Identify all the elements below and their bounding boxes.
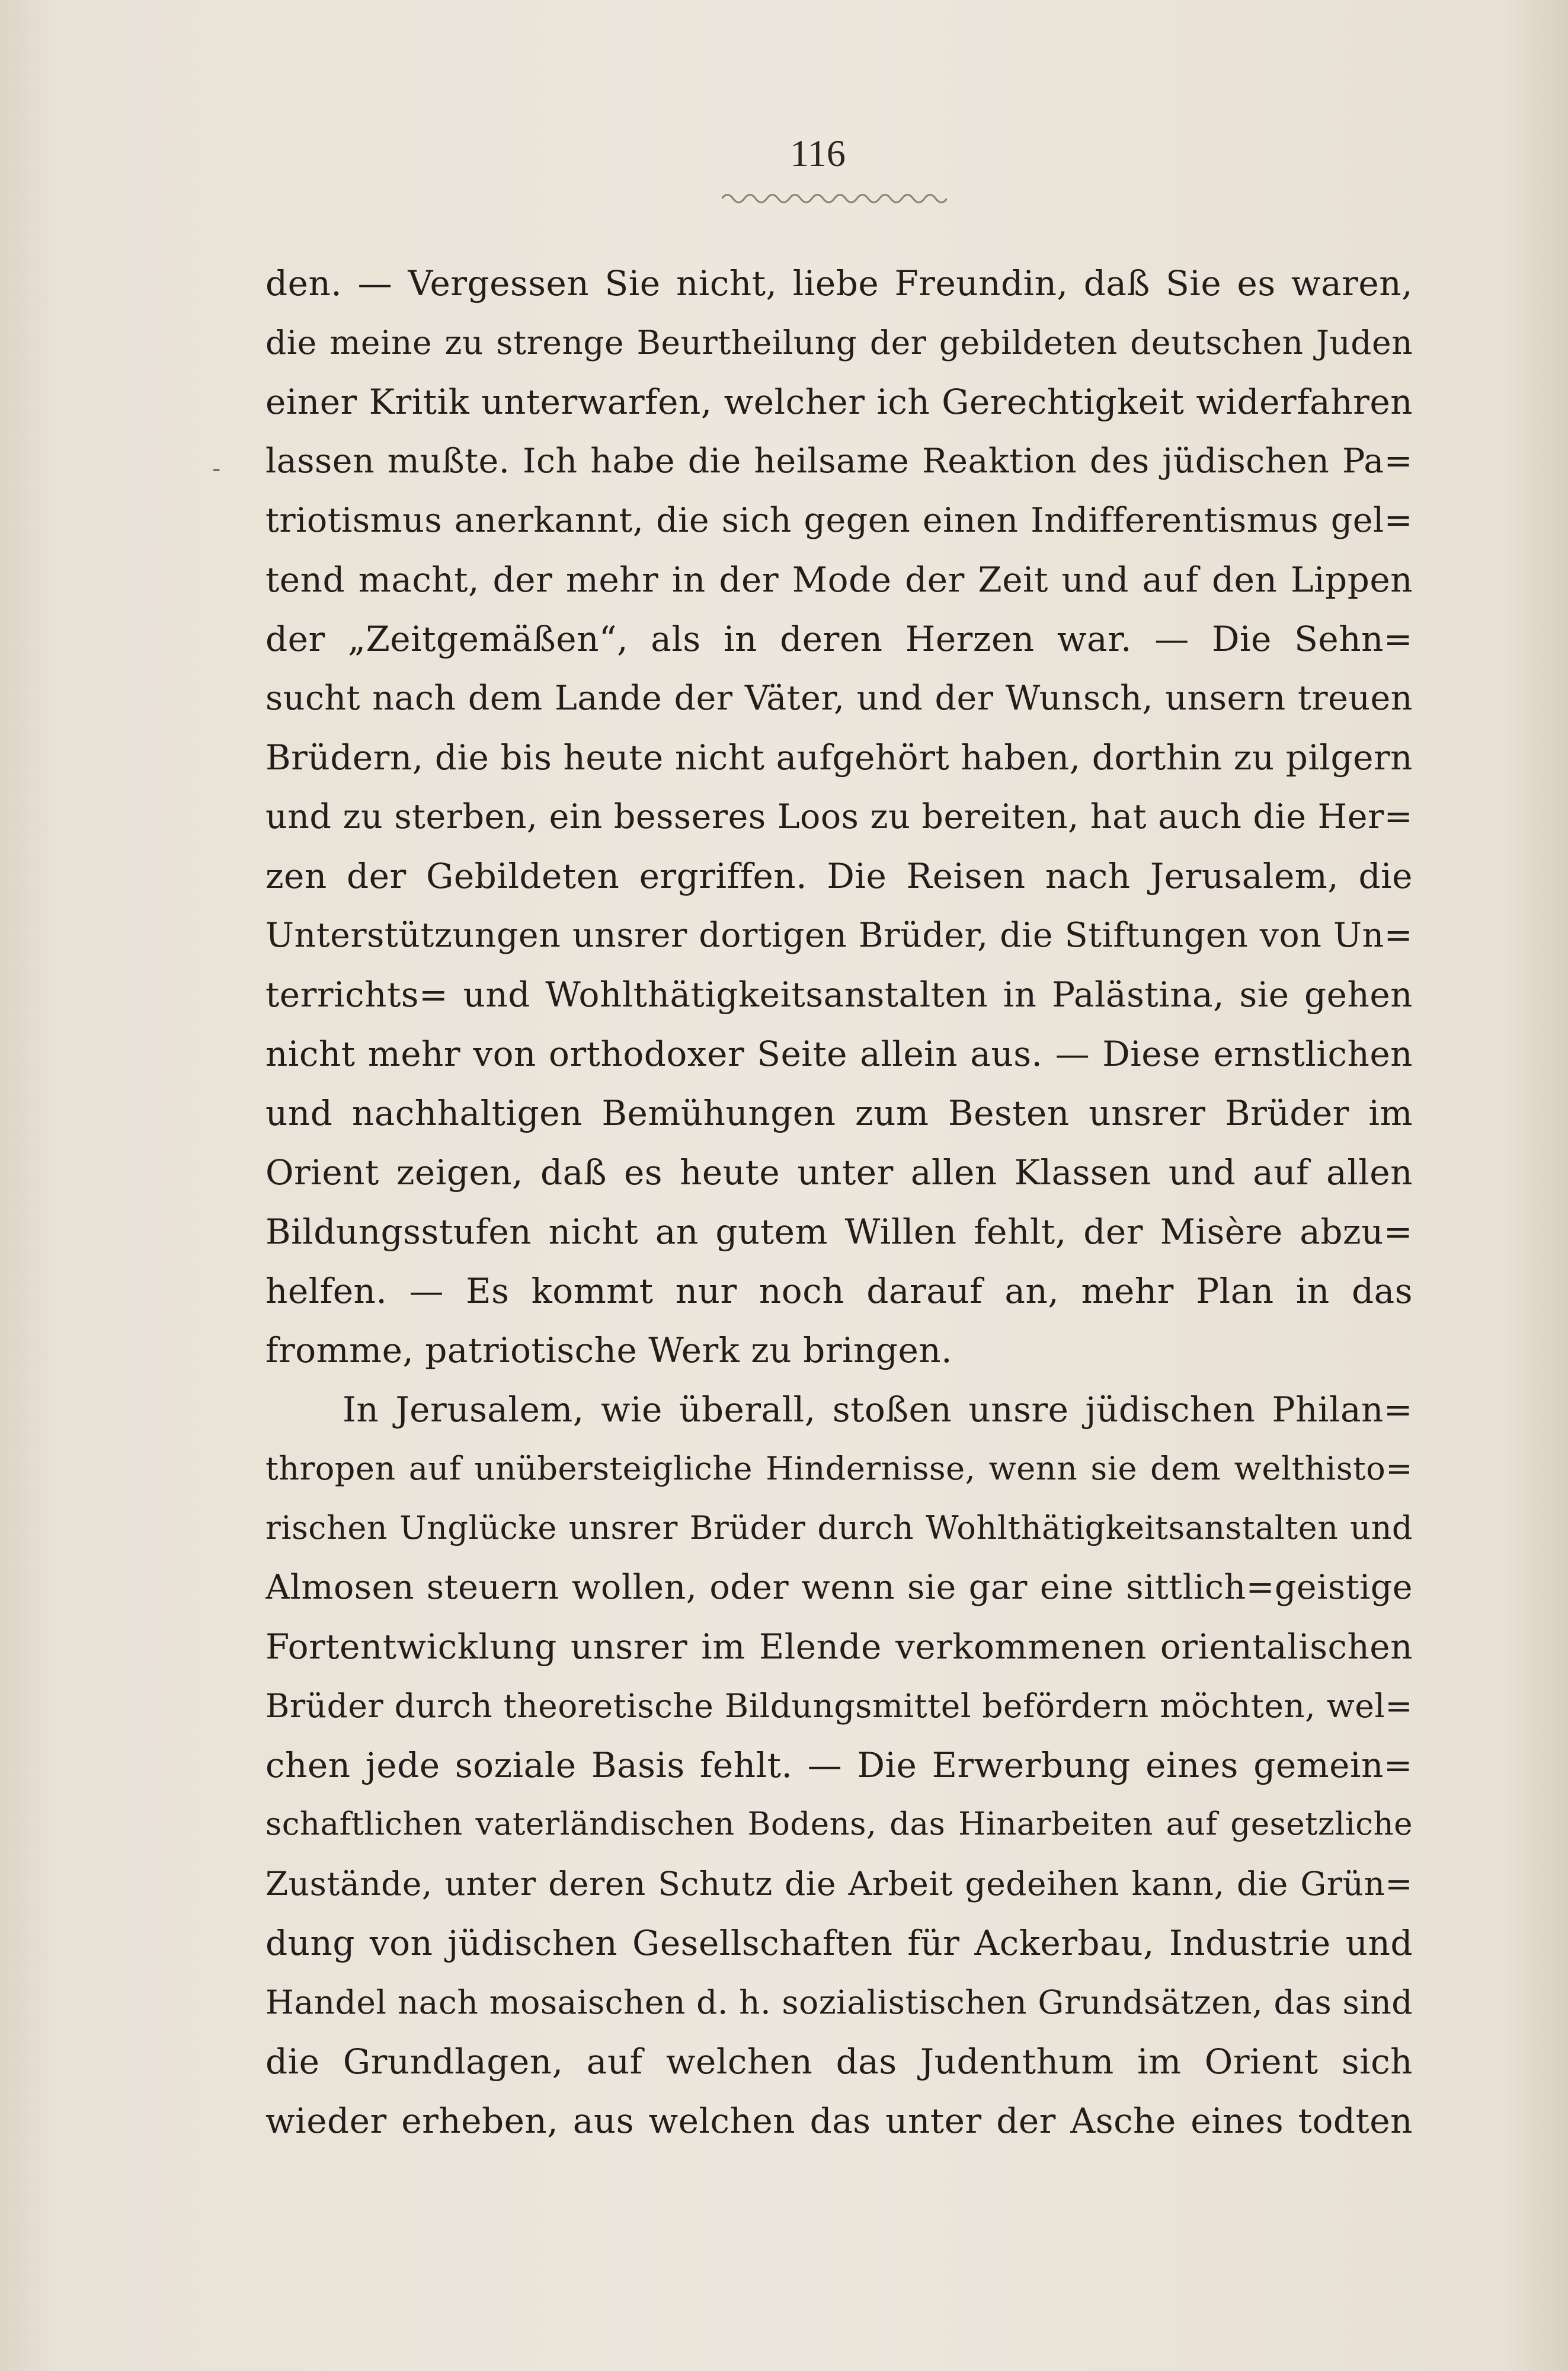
text-line: rischen Unglücke unsrer Brüder durch Wohlthätigkeitsanstalten und: [265, 1509, 1413, 1546]
text-line: und zu sterben, ein besseres Loos zu bereiten, hat auch die Her=: [265, 797, 1413, 836]
text-line: lassen mußte. Ich habe die heilsame Reaktion des jüdischen Pa=: [265, 442, 1413, 481]
text-line: Bildungsstufen nicht an gutem Willen fehlt, der Misère abzu=: [265, 1212, 1413, 1252]
text-line: helfen. — Es kommt nur noch darauf an, mehr Plan in das: [265, 1271, 1413, 1311]
text-line: Fortentwicklung unsrer im Elende verkommenen orientalischen: [265, 1627, 1413, 1667]
text-line: Unterstützungen unsrer dortigen Brüder, die Stiftungen von Un=: [265, 916, 1413, 955]
text-line: wieder erheben, aus welchen das unter der Asche eines todten: [265, 2101, 1413, 2141]
text-line: und nachhaltigen Bemühungen zum Besten unsrer Brüder im: [265, 1093, 1413, 1133]
text-line: den. — Vergessen Sie nicht, liebe Freundin, daß Sie es waren,: [265, 263, 1413, 303]
text-line: Brüder durch theoretische Bildungsmittel befördern möchten, wel=: [265, 1687, 1413, 1725]
text-line: triotismus anerkannt, die sich gegen einen Indifferentismus gel=: [265, 501, 1413, 540]
text-line: fromme, patriotische Werk zu bringen.: [265, 1330, 953, 1370]
wavy-rule-ornament: [722, 191, 947, 206]
text-line: Zustände, unter deren Schutz die Arbeit gedeihen kann, die Grün=: [265, 1865, 1413, 1903]
text-line: Almosen steuern wollen, oder wenn sie gar eine sittlich=geistige: [265, 1568, 1413, 1607]
text-line: chen jede soziale Basis fehlt. — Die Erwerbung eines gemein=: [265, 1745, 1413, 1785]
text-line: dung von jüdischen Gesellschaften für Ackerbau, Industrie und: [265, 1923, 1413, 1963]
text-line: einer Kritik unterwarfen, welcher ich Gerechtigkeit widerfahren: [265, 382, 1413, 422]
text-line: terrichts= und Wohlthätigkeitsanstalten in Palästina, sie gehen: [265, 974, 1413, 1015]
text-line: die meine zu strenge Beurtheilung der gebildeten deutschen Juden: [265, 324, 1413, 362]
text-line: nicht mehr von orthodoxer Seite allein aus. — Diese ernstlichen: [265, 1034, 1413, 1074]
text-line: die Grundlagen, auf welchen das Judenthum im Orient sich: [265, 2041, 1413, 2082]
text-line: Handel nach mosaischen d. h. sozialistischen Grundsätzen, das sind: [265, 1983, 1413, 2021]
body-text: [265, 254, 1413, 2150]
page-number: 116: [790, 132, 846, 174]
text-line: tend macht, der mehr in der Mode der Zeit und auf den Lippen: [265, 560, 1413, 600]
text-line: schaftlichen vaterländischen Bodens, das Hinarbeiten auf gesetzliche: [265, 1806, 1413, 1842]
text-line: zen der Gebildeten ergriffen. Die Reisen nach Jerusalem, die: [265, 856, 1413, 896]
text-line: In Jerusalem, wie überall, stoßen unsre jüdischen Philan=: [343, 1389, 1413, 1430]
text-line: der „Zeitgemäßen“, als in deren Herzen war. — Die Sehn=: [265, 619, 1413, 659]
margin-mark: -: [212, 455, 221, 482]
text-line: Brüdern, die bis heute nicht aufgehört haben, dorthin zu pilgern: [265, 737, 1413, 778]
text-line: thropen auf unübersteigliche Hindernisse, wenn sie dem welthisto=: [265, 1450, 1413, 1487]
text-line: Orient zeigen, daß es heute unter allen Klassen und auf allen: [265, 1152, 1413, 1193]
text-line: sucht nach dem Lande der Väter, und der Wunsch, unsern treuen: [265, 679, 1413, 718]
